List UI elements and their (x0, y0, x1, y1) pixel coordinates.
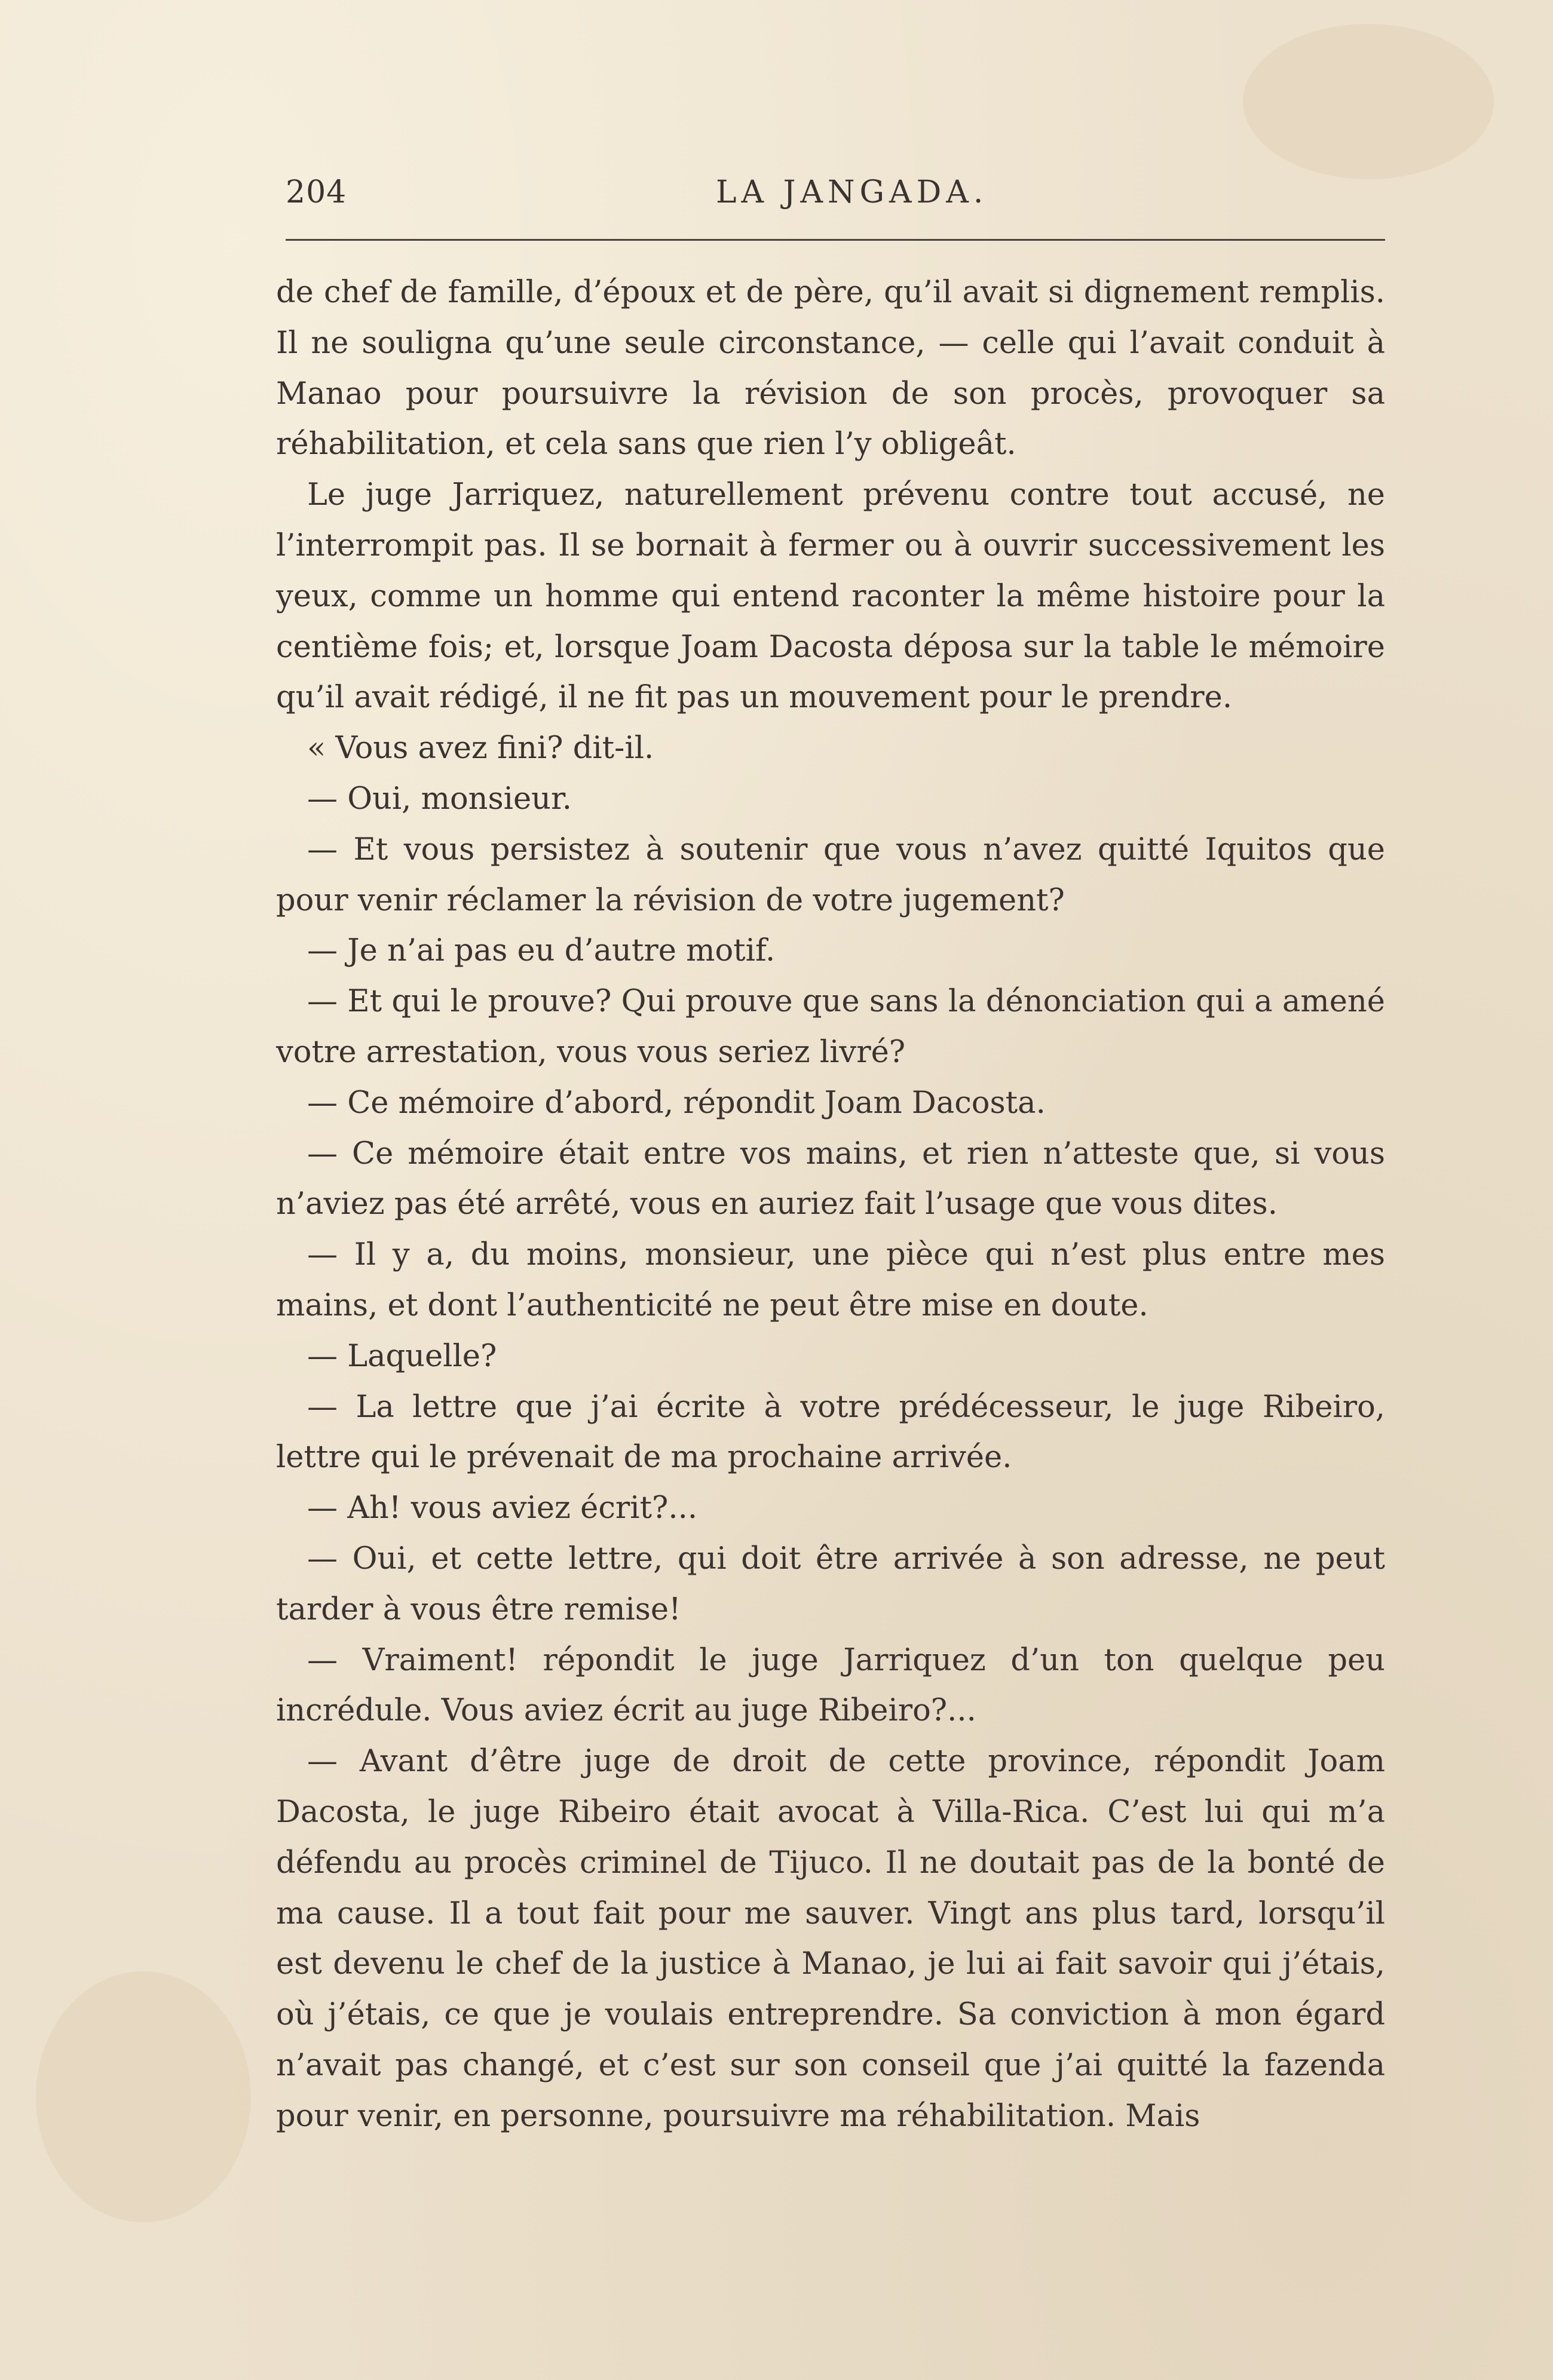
paragraph: — Je n’ai pas eu d’autre motif. (307, 933, 776, 969)
paragraph: — Il y a, du moins, monsieur, une pièce qui n’est plus entre mes mains, et dont l’authenticité ne peut être mise en doute. (276, 1237, 1385, 1323)
running-head (286, 174, 1385, 222)
header-rule (286, 239, 1385, 241)
paragraph: — Oui, et cette lettre, qui doit être arrivée à son adresse, ne peut tarder à vous être remise! (276, 1541, 1385, 1627)
running-title: LA JANGADA. (716, 174, 988, 210)
paragraph: — Oui, monsieur. (307, 781, 572, 817)
page-number: 204 (286, 174, 347, 210)
paper-stain (36, 1971, 251, 2222)
paragraph: de chef de famille, d’époux et de père, qu’il avait si dignement remplis. Il ne souligna qu’une seule circonstance, — celle qui l’avait conduit à Manao pour poursuivre la révision de son procès, provoquer sa réhabilitation, et cela sans que rien l’y obligeât. (276, 275, 1385, 462)
paragraph: — Ce mémoire était entre vos mains, et rien n’atteste que, si vous n’aviez pas été arrêté, vous en auriez fait l’usage que vous dites. (276, 1136, 1385, 1222)
paragraph: — Vraiment! répondit le juge Jarriquez d’un ton quelque peu incrédule. Vous aviez écrit au juge Ribeiro?... (276, 1642, 1385, 1729)
paragraph: « Vous avez fini? dit-il. (307, 731, 654, 766)
body-text (276, 268, 1385, 2142)
paragraph: — Et qui le prouve? Qui prouve que sans la dénonciation qui a amené votre arrestation, vous vous seriez livré? (276, 984, 1385, 1070)
paragraph: — Ah! vous aviez écrit?... (307, 1490, 698, 1526)
paragraph: — Avant d’être juge de droit de cette province, répondit Joam Dacosta, le juge Ribeiro était avocat à Villa-Rica. C’est lui qui m’a défendu au procès criminel de Tijuco. Il ne doutait pas de la bonté de ma cause. Il a tout fait pour me sauver. Vingt ans plus tard, lorsqu’il est devenu le chef de la justice à Manao, je lui ai fait savoir qui j’étais, où j’étais, ce que je voulais entreprendre. Sa conviction à mon égard n’avait pas changé, et c’est sur son conseil que j’ai quitté la fazenda pour venir, en personne, poursuivre ma réhabilitation. Mais (276, 1744, 1385, 2134)
paragraph: — Laquelle? (307, 1338, 497, 1374)
paragraph: — Et vous persistez à soutenir que vous n’avez quitté Iquitos que pour venir réclamer la révision de votre jugement? (276, 832, 1385, 918)
paper-stain (1243, 24, 1494, 179)
paragraph: — Ce mémoire d’abord, répondit Joam Dacosta. (307, 1085, 1046, 1121)
paragraph: Le juge Jarriquez, naturellement prévenu contre tout accusé, ne l’interrompit pas. Il se bornait à fermer ou à ouvrir successivement les yeux, comme un homme qui entend raconter la même histoire pour la centième fois; et, lorsque Joam Dacosta déposa sur la table le mémoire qu’il avait rédigé, il ne fit pas un mouvement pour le prendre. (276, 477, 1385, 716)
paragraph: — La lettre que j’ai écrite à votre prédécesseur, le juge Ribeiro, lettre qui le prévenait de ma prochaine arrivée. (276, 1389, 1385, 1476)
